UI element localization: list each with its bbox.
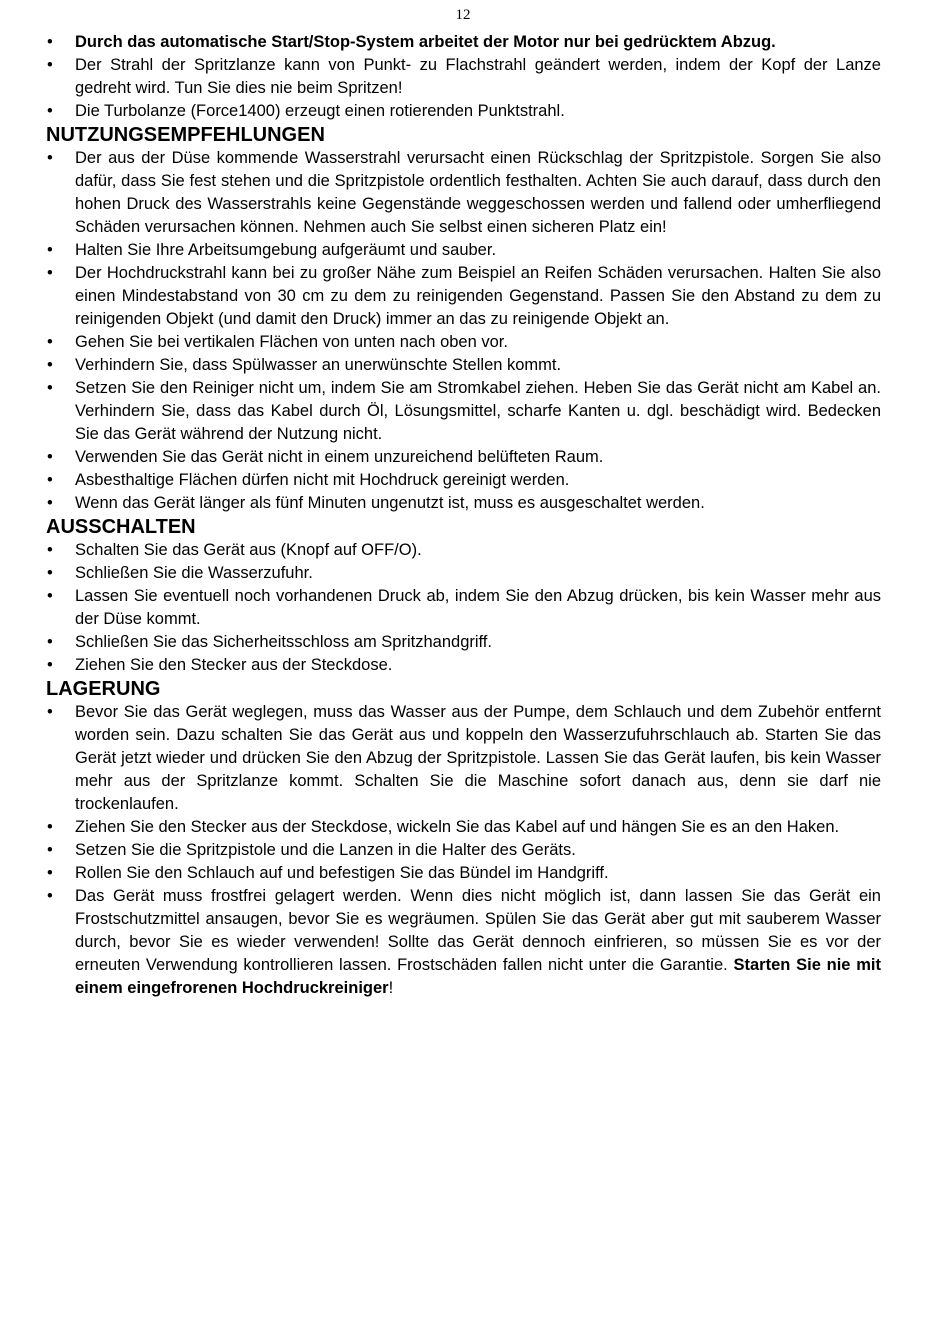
list-item-text: Ziehen Sie den Stecker aus der Steckdose. xyxy=(75,656,393,674)
list-item xyxy=(46,147,881,239)
list-item xyxy=(46,885,881,1000)
list-item-text: Schließen Sie die Wasserzufuhr. xyxy=(75,564,313,582)
list-item xyxy=(46,262,881,331)
list-item-text: Gehen Sie bei vertikalen Flächen von unten nach oben vor. xyxy=(75,333,508,351)
list-item-text: Lassen Sie eventuell noch vorhandenen Druck ab, indem Sie den Abzug drücken, bis kein Wasser mehr aus der Düse kommt. xyxy=(75,587,881,628)
list-item xyxy=(46,239,881,262)
list-item xyxy=(46,354,881,377)
list-item xyxy=(46,816,881,839)
nutzung-list xyxy=(46,147,881,515)
section-heading-nutzungsempfehlungen: NUTZUNGSEMPFEHLUNGEN xyxy=(46,124,325,146)
list-item xyxy=(46,562,881,585)
list-item-text: Setzen Sie die Spritzpistole und die Lanzen in die Halter des Geräts. xyxy=(75,841,576,859)
list-item-text: Wenn das Gerät länger als fünf Minuten ungenutzt ist, muss es ausgeschaltet werden. xyxy=(75,494,705,512)
list-item-text: Bevor Sie das Gerät weglegen, muss das Wasser aus der Pumpe, dem Schlauch und dem Zubehör entfernt worden sein. Dazu schalten Sie das Gerät aus und koppeln den Wasserzufuhrschlauch ab. Starten Sie das Gerät jetzt wieder und drücken Sie den Abzug der Spritzpistole. Lassen Sie das Gerät laufen, bis kein Wasser mehr aus der Spritzlanze kommt. Schalten Sie die Maschine sofort danach aus, denn sie darf nie trockenlaufen. xyxy=(75,703,881,813)
list-item xyxy=(46,654,881,677)
list-item xyxy=(46,701,881,816)
list-item xyxy=(46,862,881,885)
list-item xyxy=(46,100,881,123)
list-item xyxy=(46,446,881,469)
list-item xyxy=(46,54,881,100)
list-item-bold: Durch das automatische Start/Stop-System arbeitet der Motor nur bei gedrücktem Abzug. xyxy=(75,33,776,51)
list-item xyxy=(46,331,881,354)
list-item-text: Schalten Sie das Gerät aus (Knopf auf OFF/O). xyxy=(75,541,422,559)
section-heading-ausschalten: AUSSCHALTEN xyxy=(46,516,196,538)
list-item-text: Setzen Sie den Reiniger nicht um, indem Sie am Stromkabel ziehen. Heben Sie das Gerät nicht am Kabel an. Verhindern Sie, dass das Kabel durch Öl, Lösungsmittel, scharfe Kanten u. dgl. beschädigt wird. Bedecken Sie das Gerät während der Nutzung nicht. xyxy=(75,379,881,443)
list-item xyxy=(46,469,881,492)
list-item xyxy=(46,377,881,446)
ausschalten-list xyxy=(46,539,881,677)
list-item-text: Ziehen Sie den Stecker aus der Steckdose, wickeln Sie das Kabel auf und hängen Sie es an den Haken. xyxy=(75,818,840,836)
list-item xyxy=(46,631,881,654)
lagerung-list xyxy=(46,701,881,1000)
list-item-tail: ! xyxy=(388,979,394,997)
list-item xyxy=(46,839,881,862)
intro-list xyxy=(46,31,881,123)
list-item xyxy=(46,585,881,631)
list-item xyxy=(46,539,881,562)
list-item-text: Rollen Sie den Schlauch auf und befestigen Sie das Bündel im Handgriff. xyxy=(75,864,609,882)
section-heading-lagerung: LAGERUNG xyxy=(46,678,161,700)
document-body xyxy=(46,31,881,1000)
list-item-text: Verhindern Sie, dass Spülwasser an unerwünschte Stellen kommt. xyxy=(75,356,562,374)
list-item-text: Die Turbolanze (Force1400) erzeugt einen rotierenden Punktstrahl. xyxy=(75,102,565,120)
list-item-bold: Starten Sie nie mit einem eingefrorenen Hochdruckreiniger xyxy=(75,956,881,997)
list-item-text: Der Strahl der Spritzlanze kann von Punkt- zu Flachstrahl geändert werden, indem der Kopf der Lanze gedreht wird. Tun Sie dies nie beim Spritzen! xyxy=(75,56,881,97)
list-item-text: Der aus der Düse kommende Wasserstrahl verursacht einen Rückschlag der Spritzpistole. Sorgen Sie also dafür, dass Sie fest stehen und die Spritzpistole ordentlich festhalten. Achten Sie auch darauf, dass durch den hohen Druck des Wasserstrahls keine Gegenstände weggeschossen werden und fallend oder umherfliegend Schäden verursachen können. Nehmen auch Sie selbst einen sicheren Platz ein! xyxy=(75,149,881,236)
list-item-text: Der Hochdruckstrahl kann bei zu großer Nähe zum Beispiel an Reifen Schäden verursachen. Halten Sie also einen Mindestabstand von 30 cm zu dem zu reinigenden Gegenstand. Passen Sie den Abstand zu dem zu reinigenden Objekt (und damit den Druck) immer an das zu reinigende Objekt an. xyxy=(75,264,881,328)
list-item xyxy=(46,492,881,515)
list-item-text: Asbesthaltige Flächen dürfen nicht mit Hochdruck gereinigt werden. xyxy=(75,471,570,489)
list-item-text: Das Gerät muss frostfrei gelagert werden. Wenn dies nicht möglich ist, dann lassen Sie das Gerät ein Frostschutzmittel ansaugen, bevor Sie es wegräumen. Spülen Sie das Gerät aber gut mit sauberem Wasser durch, bevor Sie es wieder verwenden! Sollte das Gerät dennoch einfrieren, so müssen Sie es vor der erneuten Verwendung kontrollieren lassen. Frostschäden fallen nicht unter die Garantie. xyxy=(75,887,881,974)
list-item xyxy=(46,31,881,54)
list-item-text: Halten Sie Ihre Arbeitsumgebung aufgeräumt und sauber. xyxy=(75,241,497,259)
page-number: 12 xyxy=(455,7,471,23)
list-item-text: Schließen Sie das Sicherheitsschloss am Spritzhandgriff. xyxy=(75,633,492,651)
list-item-text: Verwenden Sie das Gerät nicht in einem unzureichend belüfteten Raum. xyxy=(75,448,604,466)
